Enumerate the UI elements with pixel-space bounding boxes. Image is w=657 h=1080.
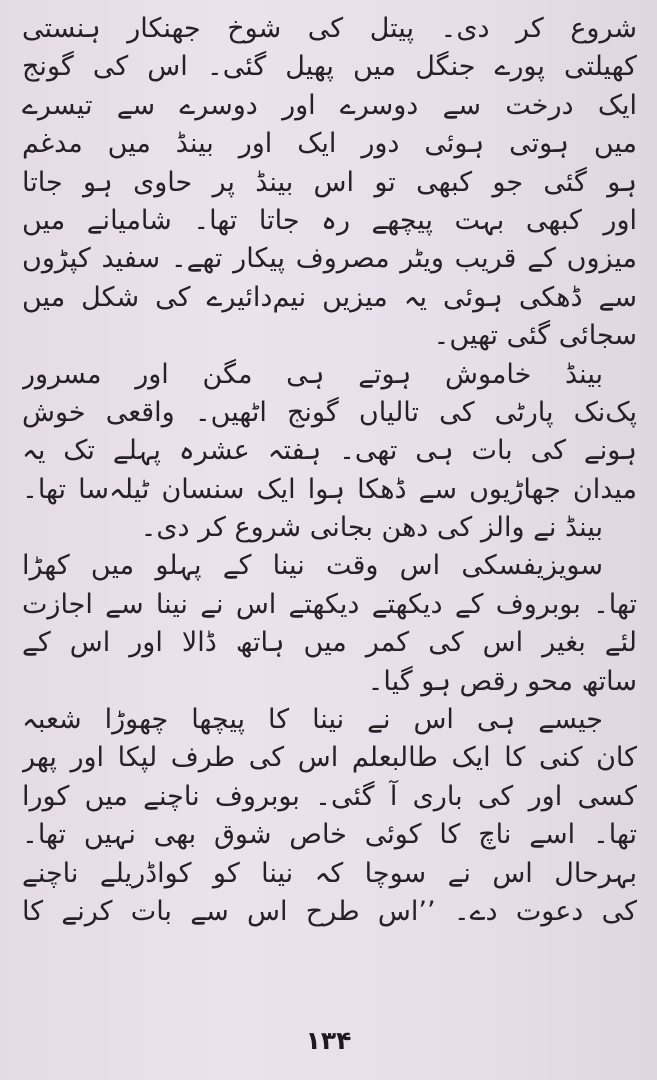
text-line: پک‌نک پارٹی کی تالیاں گونج اٹھیں۔ واقعی خوش [22,396,637,428]
text-line: بینڈ نے والز کی دھن بجانی شروع کر دی۔ [140,512,603,544]
text-line: کھیلتی پورے جنگل میں پھیل گئی۔ اس کی گونج [22,51,637,83]
text-line: ساتھ محو رقص ہو گیا۔ [367,665,637,697]
text-line: شروع کر دی۔ پیتل کی شوخ جھنکار ہنستی [22,13,637,44]
text-line: ایک درخت سے دوسرے اور دوسرے سے تیسرے [22,89,637,121]
text-line: بہرحال اس نے سوچا کہ نینا کو کواڈریلے ناچنے [22,857,637,889]
text-line: میزوں کے قریب ویٹر مصروف پیکار تھے۔ سفید کپڑوں [22,243,637,275]
text-line: اور کبھی بہت پیچھے رہ جاتا تھا۔ شامیانے میں [22,204,637,236]
text-line: کی دعوت دے۔ ’’اس طرح اس سے بات کرنے کا [22,895,637,927]
text-line: سویزیفسکی اس وقت نینا کے پہلو میں کھڑا [22,550,603,582]
text-line: سے ڈھکی ہوئی یہ میزیں نیم‌دائیرے کی شکل میں [22,281,637,313]
text-line: جیسے ہی اس نے نینا کا پیچھا چھوڑا شعبہ [22,704,603,736]
urdu-text-block [22,10,637,931]
text-line: سجائی گئی تھیں۔ [433,320,637,352]
text-line: میں ہوتی ہوئی دور ایک اور بینڈ میں مدغم [22,128,637,160]
text-line: ہو گئی جو کبھی تو اس بینڈ پر حاوی ہو جاتا [22,166,637,198]
text-line: بینڈ خاموش ہوتے ہی مگن اور مسرور [22,358,603,390]
text-line: کسی اور کی باری آ گئی۔ بوبروف ناچنے میں کورا [22,780,637,812]
text-line: میدان جھاڑیوں سے ڈھکا ہوا ایک سنسان ٹیلہ‌سا تھا۔ [22,473,637,505]
text-line: لئے بغیر اس کی کمر میں ہاتھ ڈالا اور اس کے [22,627,637,659]
text-line: ہونے کی بات ہی تھی۔ ہفتہ عشرہ پہلے تک یہ [22,435,637,467]
text-line: تھا۔ اسے ناچ کا کوئی خاص شوق بھی نہیں تھا۔ [22,819,637,851]
page-number: ۱۳۴ [305,1026,352,1055]
text-line: کان کنی کا ایک طالبعلم اس کی طرف لپکا اور پھر [22,742,637,774]
text-line: تھا۔ بوبروف کے دیکھتے دیکھتے اس نے نینا سے اجازت [22,588,637,620]
